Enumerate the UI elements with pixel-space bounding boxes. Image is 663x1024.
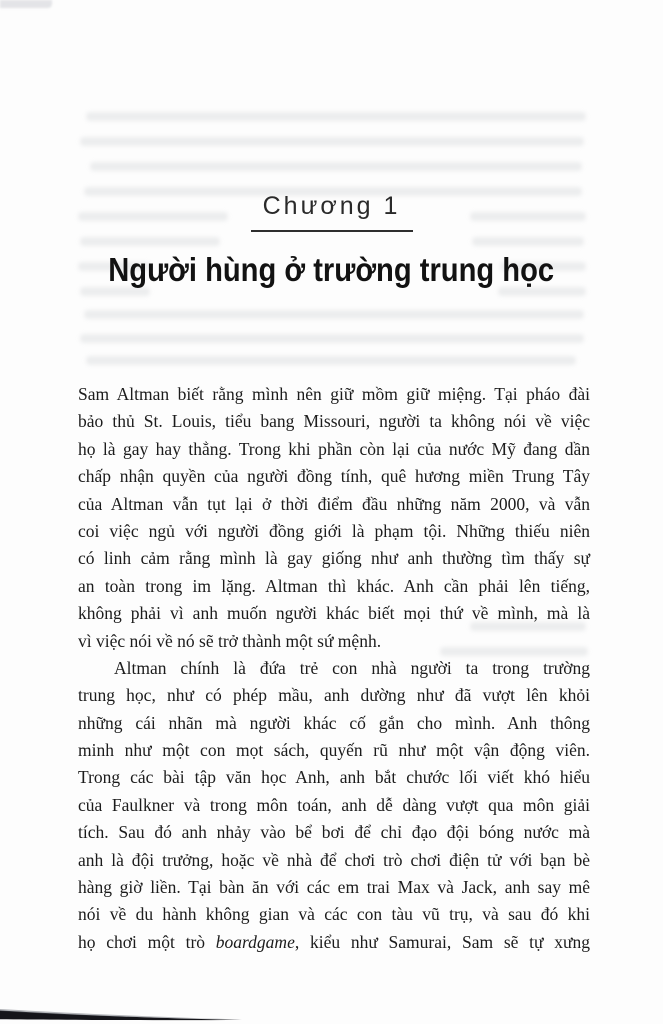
body-line: Trong các bài tập văn học Anh, anh bắt chước lối viết khó hiểu — [78, 767, 590, 788]
body-text — [78, 381, 590, 956]
body-line: có linh cảm rằng mình là gay giống như anh thường tìm thấy sự — [78, 548, 590, 569]
body-line-segment: , kiểu như Samurai, Sam sẽ tự xưng — [294, 931, 590, 952]
body-line: họ là gay hay thẳng. Trong khi phần còn lại của nước Mỹ đang dần — [78, 438, 590, 459]
body-line: trung học, như có phép mầu, anh dường như đã vượt lên khỏi — [78, 685, 590, 706]
page-curl-shadow — [0, 1000, 270, 1024]
body-line-segment: họ chơi một trò — [78, 931, 216, 952]
body-line: Sam Altman biết rằng mình nên giữ mồm giữ miệng. Tại pháo đài — [78, 384, 590, 404]
body-line: minh như một con mọt sách, quyến rũ như một vận động viên. — [78, 740, 590, 761]
chapter-number: Chương 1 — [262, 192, 401, 220]
body-line: không phải vì anh muốn người khác biết mọi thứ về mình, mà là — [78, 603, 590, 624]
chapter-title — [0, 252, 663, 288]
body-line: hàng giờ liền. Tại bàn ăn với các em trai Max và Jack, anh say mê — [78, 877, 590, 898]
body-line: an toàn trong im lặng. Altman thì khác. Anh cần phải lên tiếng, — [78, 575, 590, 596]
body-line: của Faulkner và trong môn toán, anh dễ dàng vượt qua môn giải — [78, 794, 590, 815]
body-line: vì việc nói về nó sẽ trở thành một sứ mệnh. — [78, 630, 382, 651]
scan-artifact-top-left — [0, 0, 52, 8]
body-line: tích. Sau đó anh nhảy vào bể bơi để chỉ đạo đội bóng nước mà — [78, 822, 590, 843]
body-line-italic-word: boardgame — [215, 931, 295, 952]
body-line — [78, 929, 590, 956]
body-line: Altman chính là đứa trẻ con nhà người ta trong trường — [114, 657, 590, 678]
body-line: những cái nhãn mà người khác cố gắn cho mình. Anh thông — [78, 712, 590, 733]
chapter-rule — [251, 230, 413, 232]
body-line: chấp nhận quyền của người đồng tính, quê hương miền Trung Tây — [78, 466, 590, 487]
body-line: anh là đội trưởng, hoặc về nhà để chơi trò chơi điện tử với bạn bè — [78, 849, 590, 870]
body-line: của Altman vẫn tụt lại ở thời điểm đầu những năm 2000, và vẫn — [78, 493, 590, 514]
body-line: nói về du hành không gian và các con tàu vũ trụ, và sau đó khi — [78, 904, 590, 925]
chapter-title-text: Người hùng ở trường trung học — [108, 250, 555, 289]
body-line: coi việc ngủ với người đồng giới là phạm tội. Những thiếu niên — [78, 520, 590, 541]
body-line: bảo thủ St. Louis, tiểu bang Missouri, người ta không nói về việc — [78, 411, 590, 432]
chapter-heading — [0, 192, 663, 232]
